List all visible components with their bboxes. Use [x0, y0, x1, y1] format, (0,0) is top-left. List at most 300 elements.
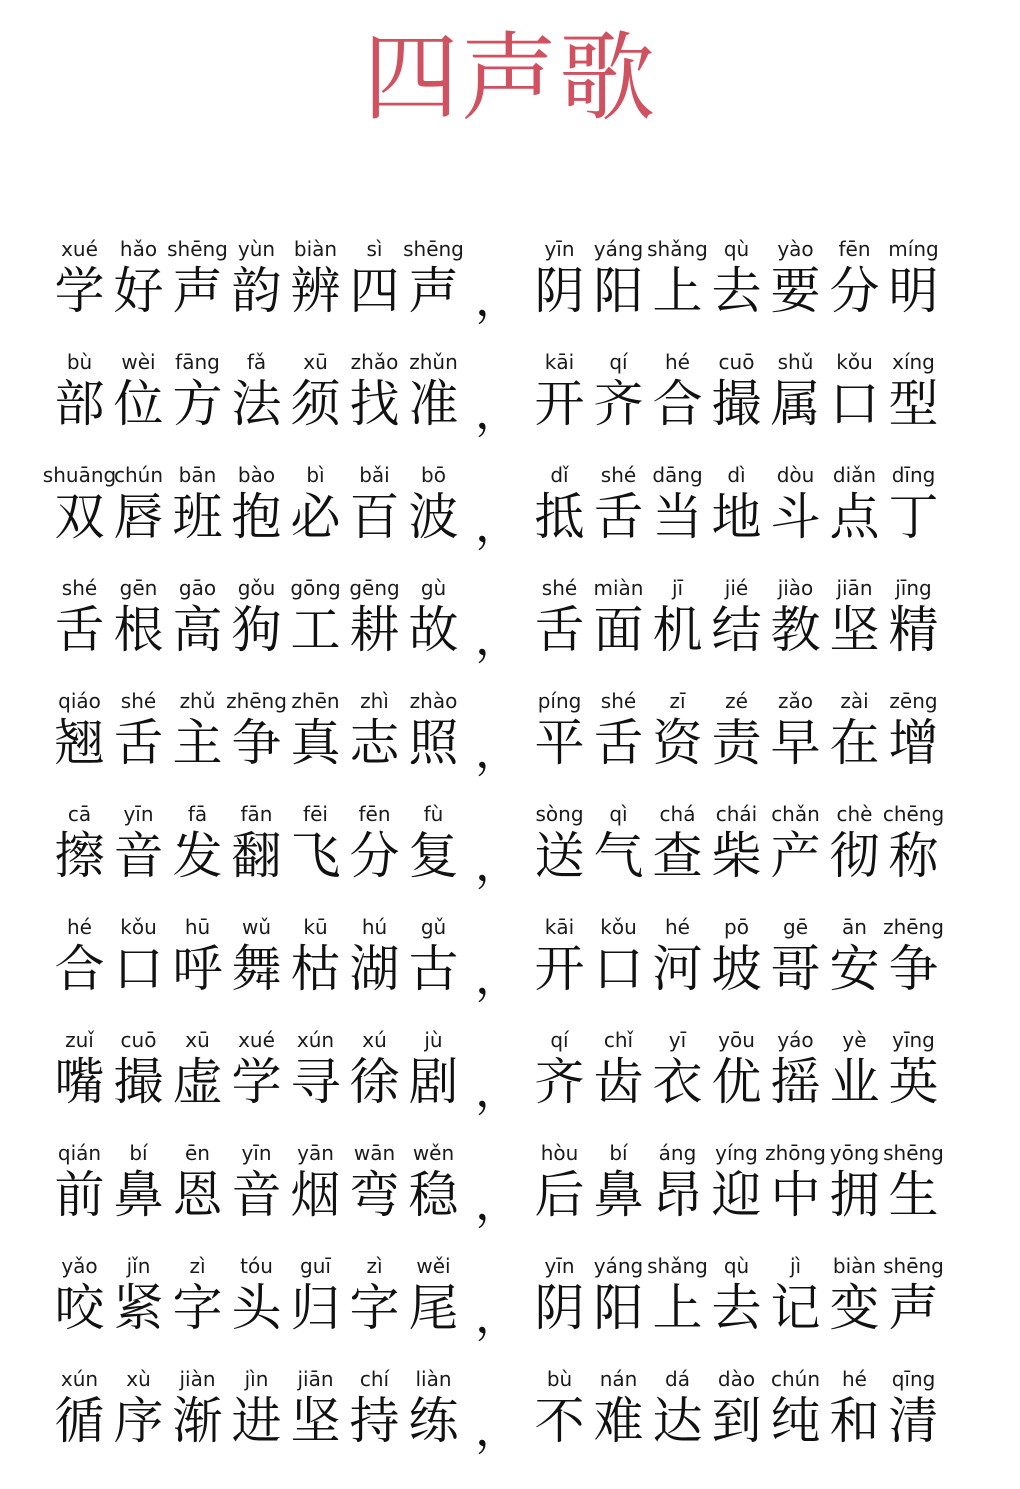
hanzi: 学: [231, 1053, 282, 1111]
character-cell: [589, 914, 648, 998]
character-cell: [707, 236, 766, 320]
character-cell: [884, 462, 943, 546]
character-cell: [766, 1253, 825, 1337]
character-cell: [589, 1140, 648, 1224]
pinyin: sòng: [535, 802, 584, 826]
poem-half-right: [530, 801, 943, 885]
character-cell: [825, 462, 884, 546]
hanzi: 翘: [54, 714, 105, 772]
hanzi: 序: [113, 1392, 164, 1450]
poem-half-left: [50, 575, 463, 659]
hanzi: 安: [829, 940, 880, 998]
pinyin: míng: [888, 237, 939, 261]
hanzi: 阴: [534, 1279, 585, 1337]
character-cell: [109, 1027, 168, 1111]
character-cell: [825, 349, 884, 433]
hanzi: 地: [711, 488, 762, 546]
character-cell: [345, 688, 404, 772]
character-cell: [50, 801, 109, 885]
hanzi: 弯: [349, 1166, 400, 1224]
character-cell: [50, 236, 109, 320]
character-cell: [286, 1140, 345, 1224]
pinyin: sì: [366, 237, 383, 261]
character-cell: [648, 688, 707, 772]
pinyin: dīng: [891, 463, 936, 487]
character-cell: [404, 1027, 463, 1111]
hanzi: 字: [349, 1279, 400, 1337]
pinyin: zhēng: [226, 689, 287, 713]
character-cell: [530, 801, 589, 885]
comma-punctuation: ，: [475, 498, 521, 552]
character-cell: [530, 1253, 589, 1337]
hanzi: 合: [54, 940, 105, 998]
character-cell: [109, 575, 168, 659]
character-cell: [227, 462, 286, 546]
poem-half-right: [530, 1027, 943, 1111]
poem-half-right: [530, 349, 943, 433]
pinyin: zǎo: [778, 689, 813, 713]
hanzi: 位: [113, 375, 164, 433]
character-cell: [530, 1027, 589, 1111]
hanzi: 产: [770, 827, 821, 885]
pinyin: yōu: [718, 1028, 755, 1052]
character-cell: [227, 801, 286, 885]
hanzi: 送: [534, 827, 585, 885]
character-cell: [227, 575, 286, 659]
character-cell: [109, 688, 168, 772]
character-cell: [50, 1027, 109, 1111]
hanzi: 口: [113, 940, 164, 998]
hanzi: 须: [290, 375, 341, 433]
pinyin: hé: [67, 915, 92, 939]
pinyin: chēng: [882, 802, 945, 826]
character-cell: [648, 575, 707, 659]
pinyin: cuō: [718, 350, 755, 374]
character-cell: [884, 1140, 943, 1224]
poem-half-left: [50, 914, 463, 998]
pinyin: wěn: [412, 1141, 455, 1165]
pinyin: fēn: [358, 802, 391, 826]
pinyin: zēng: [889, 689, 938, 713]
character-cell: [109, 236, 168, 320]
character-cell: [589, 688, 648, 772]
pinyin: jiān: [836, 576, 873, 600]
hanzi: 撮: [711, 375, 762, 433]
comma-punctuation: ，: [475, 724, 521, 778]
character-cell: [286, 801, 345, 885]
hanzi: 纯: [770, 1392, 821, 1450]
hanzi: 持: [349, 1392, 400, 1450]
character-cell: [589, 236, 648, 320]
pinyin: chái: [715, 802, 758, 826]
character-cell: [50, 1366, 109, 1450]
poem-half-right: [530, 1140, 943, 1224]
character-cell: [766, 801, 825, 885]
character-cell: [50, 349, 109, 433]
pinyin: fù: [423, 802, 444, 826]
comma-punctuation: ，: [475, 272, 521, 326]
poem-half-right: [530, 1366, 943, 1450]
hanzi: 发: [172, 827, 223, 885]
hanzi: 法: [231, 375, 282, 433]
hanzi: 业: [829, 1053, 880, 1111]
character-cell: [109, 1140, 168, 1224]
character-cell: [168, 1027, 227, 1111]
character-cell: [707, 1253, 766, 1337]
pinyin: bǎi: [359, 463, 390, 487]
pinyin: dǐ: [550, 463, 569, 487]
character-cell: [530, 349, 589, 433]
pinyin: zhēn: [291, 689, 340, 713]
character-cell: [766, 1027, 825, 1111]
hanzi: 舞: [231, 940, 282, 998]
character-cell: [884, 236, 943, 320]
character-cell: [884, 1027, 943, 1111]
character-cell: [227, 1366, 286, 1450]
pinyin: shé: [541, 576, 578, 600]
pinyin: jǐn: [126, 1254, 151, 1278]
hanzi: 和: [829, 1392, 880, 1450]
character-cell: [766, 1366, 825, 1450]
hanzi: 剧: [408, 1053, 459, 1111]
hanzi: 口: [829, 375, 880, 433]
pinyin: chún: [770, 1367, 821, 1391]
pinyin: bù: [66, 350, 93, 374]
hanzi: 鼻: [113, 1166, 164, 1224]
pinyin: kāi: [544, 915, 575, 939]
hanzi: 机: [652, 601, 703, 659]
hanzi: 前: [54, 1166, 105, 1224]
character-cell: [648, 462, 707, 546]
hanzi: 阴: [534, 262, 585, 320]
pinyin: fǎ: [246, 350, 267, 374]
pinyin: yè: [842, 1028, 867, 1052]
pinyin: bō: [421, 463, 446, 487]
character-cell: [227, 914, 286, 998]
character-cell: [766, 349, 825, 433]
character-cell: [404, 688, 463, 772]
character-cell: [766, 575, 825, 659]
pinyin: yǎo: [61, 1254, 98, 1278]
poem-half-right: [530, 914, 943, 998]
pinyin: yáng: [593, 1254, 644, 1278]
character-cell: [884, 1253, 943, 1337]
character-cell: [766, 1140, 825, 1224]
hanzi: 上: [652, 1279, 703, 1337]
pinyin: wǔ: [241, 915, 272, 939]
poem-half-right: [530, 688, 943, 772]
pinyin: xún: [60, 1367, 99, 1391]
pinyin: ān: [842, 915, 867, 939]
character-cell: [825, 1366, 884, 1450]
poem-line: [0, 1366, 1020, 1479]
character-cell: [345, 462, 404, 546]
hanzi: 柴: [711, 827, 762, 885]
pinyin: xú: [362, 1028, 387, 1052]
character-cell: [707, 575, 766, 659]
hanzi: 好: [113, 262, 164, 320]
pinyin: nán: [599, 1367, 638, 1391]
pinyin: shé: [120, 689, 157, 713]
character-cell: [825, 236, 884, 320]
hanzi: 归: [290, 1279, 341, 1337]
pinyin: shé: [600, 689, 637, 713]
hanzi: 照: [408, 714, 459, 772]
character-cell: [884, 914, 943, 998]
hanzi: 摇: [770, 1053, 821, 1111]
pinyin: ēn: [185, 1141, 210, 1165]
hanzi: 恩: [172, 1166, 223, 1224]
pinyin: fā: [187, 802, 208, 826]
hanzi: 丁: [888, 488, 939, 546]
character-cell: [227, 349, 286, 433]
pinyin: xún: [296, 1028, 335, 1052]
pinyin: bù: [546, 1367, 573, 1391]
pinyin: zhào: [409, 689, 458, 713]
poem-line: [0, 1140, 1020, 1253]
hanzi: 准: [408, 375, 459, 433]
character-cell: [825, 688, 884, 772]
hanzi: 齐: [534, 1053, 585, 1111]
character-cell: [227, 1027, 286, 1111]
character-cell: [530, 462, 589, 546]
pinyin: píng: [537, 689, 582, 713]
pinyin: jīng: [895, 576, 932, 600]
hanzi: 声: [408, 262, 459, 320]
character-cell: [50, 1140, 109, 1224]
character-cell: [168, 1253, 227, 1337]
hanzi: 志: [349, 714, 400, 772]
comma-punctuation: ，: [475, 611, 521, 665]
poem-half-right: [530, 236, 943, 320]
poem-half-left: [50, 349, 463, 433]
pinyin: qián: [57, 1141, 102, 1165]
pinyin: hū: [184, 915, 211, 939]
character-cell: [766, 688, 825, 772]
hanzi: 点: [829, 488, 880, 546]
character-cell: [286, 1027, 345, 1111]
pinyin: bān: [178, 463, 217, 487]
poem-line: [0, 462, 1020, 575]
pinyin: gē: [783, 915, 808, 939]
pinyin: bào: [237, 463, 276, 487]
character-cell: [345, 801, 404, 885]
hanzi: 双: [54, 488, 105, 546]
pinyin: kǒu: [836, 350, 873, 374]
pinyin: gāo: [178, 576, 217, 600]
hanzi: 生: [888, 1166, 939, 1224]
character-cell: [109, 801, 168, 885]
hanzi: 故: [408, 601, 459, 659]
pinyin: qù: [723, 1254, 750, 1278]
poem-line: [0, 801, 1020, 914]
hanzi: 抵: [534, 488, 585, 546]
poem-half-left: [50, 688, 463, 772]
character-cell: [168, 462, 227, 546]
pinyin: wān: [353, 1141, 396, 1165]
hanzi: 飞: [290, 827, 341, 885]
character-cell: [42, 462, 117, 546]
pinyin: qí: [609, 350, 628, 374]
hanzi: 精: [888, 601, 939, 659]
pinyin: biàn: [832, 1254, 877, 1278]
pinyin: wèi: [121, 350, 156, 374]
pinyin: gǔ: [420, 915, 447, 939]
hanzi: 早: [770, 714, 821, 772]
hanzi: 开: [534, 375, 585, 433]
hanzi: 分: [349, 827, 400, 885]
hanzi: 当: [652, 488, 703, 546]
hanzi: 声: [888, 1279, 939, 1337]
pinyin: gēn: [119, 576, 158, 600]
hanzi: 分: [829, 262, 880, 320]
hanzi: 属: [770, 375, 821, 433]
hanzi: 抱: [231, 488, 282, 546]
pinyin: fēn: [838, 237, 871, 261]
pinyin: bí: [129, 1141, 148, 1165]
pinyin: zhǔ: [179, 689, 216, 713]
pinyin: zhēng: [883, 915, 944, 939]
poem-line: [0, 1027, 1020, 1140]
hanzi: 坡: [711, 940, 762, 998]
hanzi: 渐: [172, 1392, 223, 1450]
hanzi: 坚: [829, 601, 880, 659]
page-title: 四声歌: [363, 22, 657, 134]
comma-punctuation: ，: [475, 950, 521, 1004]
pinyin: xū: [185, 1028, 210, 1052]
hanzi: 开: [534, 940, 585, 998]
poem-half-left: [50, 1366, 463, 1450]
hanzi: 复: [408, 827, 459, 885]
pinyin: shēng: [883, 1254, 944, 1278]
character-cell: [884, 688, 943, 772]
hanzi: 后: [534, 1166, 585, 1224]
pinyin: chè: [836, 802, 873, 826]
hanzi: 达: [652, 1392, 703, 1450]
hanzi: 迎: [711, 1166, 762, 1224]
hanzi: 主: [172, 714, 223, 772]
hanzi: 斗: [770, 488, 821, 546]
hanzi: 尾: [408, 1279, 459, 1337]
hanzi: 真: [290, 714, 341, 772]
hanzi: 责: [711, 714, 762, 772]
hanzi: 徐: [349, 1053, 400, 1111]
character-cell: [825, 801, 884, 885]
hanzi: 舌: [534, 601, 585, 659]
character-cell: [345, 236, 404, 320]
comma-punctuation: ，: [475, 1176, 521, 1230]
hanzi: 资: [652, 714, 703, 772]
hanzi: 在: [829, 714, 880, 772]
comma-punctuation: ，: [475, 837, 521, 891]
poem-line: [0, 914, 1020, 1027]
poem-half-left: [42, 462, 463, 546]
character-cell: [766, 236, 825, 320]
hanzi: 紧: [113, 1279, 164, 1337]
character-cell: [109, 349, 168, 433]
character-cell: [707, 1027, 766, 1111]
hanzi: 枯: [290, 940, 341, 998]
pinyin: xù: [126, 1367, 151, 1391]
pinyin: chǎn: [771, 802, 820, 826]
character-cell: [345, 1366, 404, 1450]
hanzi: 鼻: [593, 1166, 644, 1224]
hanzi: 找: [349, 375, 400, 433]
character-cell: [168, 801, 227, 885]
character-cell: [404, 1253, 463, 1337]
pinyin: gēng: [349, 576, 400, 600]
pinyin: tóu: [240, 1254, 273, 1278]
character-cell: [530, 575, 589, 659]
hanzi: 衣: [652, 1053, 703, 1111]
hanzi: 清: [888, 1392, 939, 1450]
character-cell: [345, 575, 404, 659]
pinyin: qì: [609, 802, 628, 826]
hanzi: 工: [290, 601, 341, 659]
hanzi: 哥: [770, 940, 821, 998]
hanzi: 不: [534, 1392, 585, 1450]
character-cell: [50, 1253, 109, 1337]
character-cell: [530, 236, 589, 320]
hanzi: 拥: [829, 1166, 880, 1224]
hanzi: 型: [888, 375, 939, 433]
hanzi: 平: [534, 714, 585, 772]
character-cell: [168, 914, 227, 998]
poem-line: [0, 1253, 1020, 1366]
hanzi: 进: [231, 1392, 282, 1450]
pinyin: zhǎo: [350, 350, 399, 374]
pinyin: zì: [189, 1254, 206, 1278]
character-cell: [286, 1253, 345, 1337]
character-cell: [707, 688, 766, 772]
pinyin: áng: [658, 1141, 697, 1165]
hanzi: 齐: [593, 375, 644, 433]
character-cell: [404, 801, 463, 885]
pinyin: xué: [238, 1028, 275, 1052]
character-cell: [168, 575, 227, 659]
character-cell: [109, 462, 168, 546]
character-cell: [589, 801, 648, 885]
hanzi: 教: [770, 601, 821, 659]
hanzi: 根: [113, 601, 164, 659]
hanzi: 学: [54, 262, 105, 320]
pinyin: shuāng: [42, 463, 117, 487]
pinyin: cā: [67, 802, 92, 826]
hanzi: 练: [408, 1392, 459, 1450]
hanzi: 阳: [593, 262, 644, 320]
pinyin: chí: [359, 1367, 390, 1391]
pinyin: shé: [61, 576, 98, 600]
hanzi: 阳: [593, 1279, 644, 1337]
hanzi: 韵: [231, 262, 282, 320]
character-cell: [589, 575, 648, 659]
pinyin: kāi: [544, 350, 575, 374]
pinyin: hé: [842, 1367, 867, 1391]
pinyin: xū: [303, 350, 328, 374]
character-cell: [825, 914, 884, 998]
pinyin: jiào: [777, 576, 814, 600]
pinyin: yáng: [593, 237, 644, 261]
poem-half-right: [530, 1253, 943, 1337]
character-cell: [168, 1366, 227, 1450]
poem-line: [0, 349, 1020, 462]
character-cell: [648, 1140, 707, 1224]
poem-half-left: [50, 1027, 463, 1111]
hanzi: 声: [172, 262, 223, 320]
pinyin: yī: [668, 1028, 687, 1052]
character-cell: [286, 1366, 345, 1450]
pinyin: yùn: [237, 237, 276, 261]
